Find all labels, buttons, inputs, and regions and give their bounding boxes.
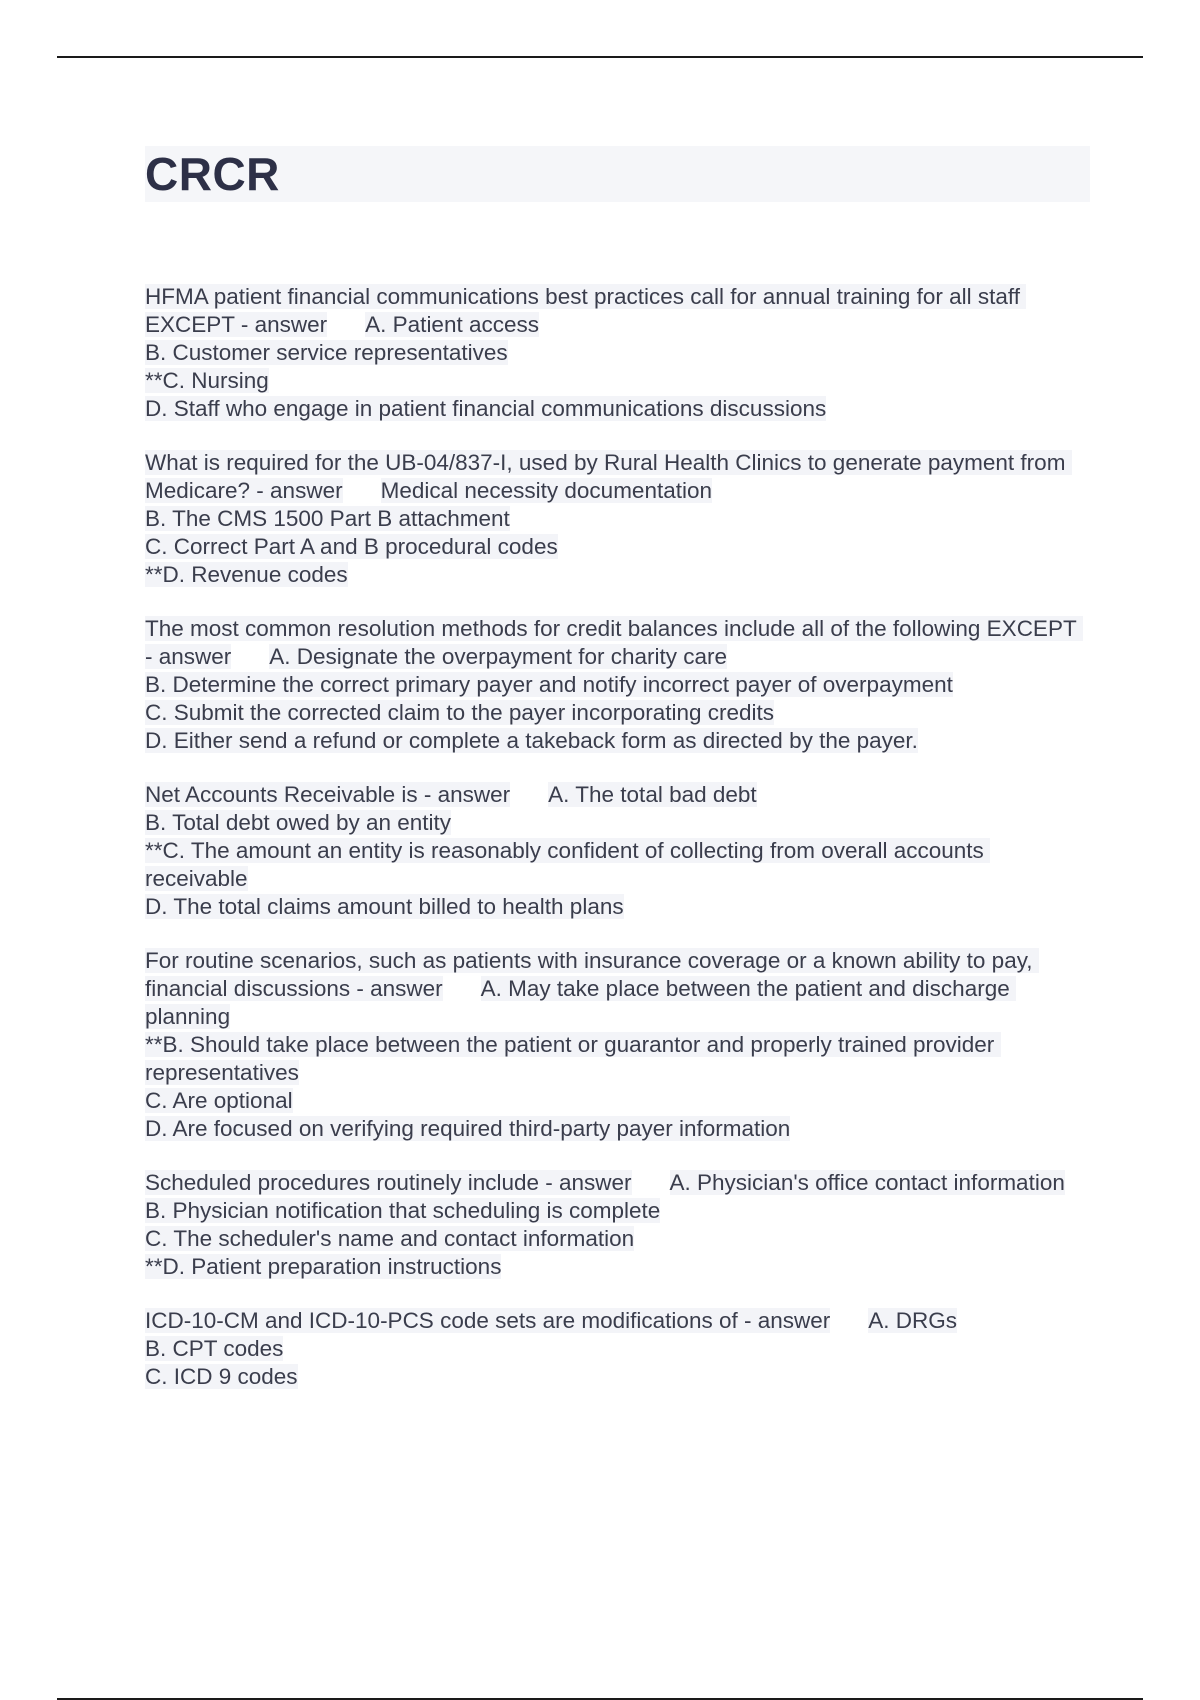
option-line: [145, 727, 1090, 755]
question-stem: HFMA patient financial communications best practices call for annual training for all staff EXCEPT - answer: [145, 284, 1027, 337]
question-block: [145, 1169, 1090, 1281]
first-option: A. Patient access: [365, 312, 539, 337]
option-line: [145, 1253, 1090, 1281]
answer-option: D. Staff who engage in patient financial communications discussions: [145, 396, 827, 421]
option-line: [145, 367, 1090, 395]
option-line: [145, 339, 1090, 367]
answer-option: B. Physician notification that scheduling is complete: [145, 1198, 661, 1223]
question-list: [145, 283, 1090, 1391]
answer-option: C. Correct Part A and B procedural codes: [145, 534, 558, 559]
answer-option: **C. The amount an entity is reasonably confident of collecting from overall accounts receivable: [145, 838, 991, 891]
question-stem-line: [145, 615, 1090, 671]
question-block: [145, 947, 1090, 1143]
answer-option: B. Determine the correct primary payer and notify incorrect payer of overpayment: [145, 672, 953, 697]
first-option: A. Designate the overpayment for charity care: [269, 644, 728, 669]
option-line: [145, 1225, 1090, 1253]
question-stem-line: [145, 781, 1090, 809]
question-stem: Net Accounts Receivable is - answer: [145, 782, 511, 807]
option-line: [145, 1115, 1090, 1143]
question-stem-line: [145, 449, 1090, 505]
question-block: [145, 283, 1090, 423]
option-line: [145, 561, 1090, 589]
first-option: A. The total bad debt: [548, 782, 757, 807]
answer-option: D. Either send a refund or complete a takeback form as directed by the payer.: [145, 728, 918, 753]
question-stem-line: [145, 1307, 1090, 1335]
first-option: A. Physician's office contact information: [669, 1170, 1065, 1195]
answer-option: **D. Patient preparation instructions: [145, 1254, 502, 1279]
answer-option: **C. Nursing: [145, 368, 269, 393]
option-line: [145, 893, 1090, 921]
question-stem: Scheduled procedures routinely include - answer: [145, 1170, 632, 1195]
question-block: [145, 615, 1090, 755]
option-line: [145, 809, 1090, 837]
question-stem-line: [145, 283, 1090, 339]
question-stem: The most common resolution methods for credit balances include all of the following EXCEPT - answer: [145, 616, 1083, 669]
answer-option: B. CPT codes: [145, 1336, 284, 1361]
answer-option: B. Customer service representatives: [145, 340, 508, 365]
answer-option: C. ICD 9 codes: [145, 1364, 298, 1389]
title-block: [145, 146, 1090, 202]
answer-option: D. Are focused on verifying required third-party payer information: [145, 1116, 791, 1141]
answer-option: **B. Should take place between the patient or guarantor and properly trained provider representatives: [145, 1032, 1001, 1085]
question-stem: ICD-10-CM and ICD-10-PCS code sets are modifications of - answer: [145, 1308, 831, 1333]
option-line: [145, 671, 1090, 699]
question-stem: What is required for the UB-04/837-I, used by Rural Health Clinics to generate payment from Medicare? - answer: [145, 450, 1072, 503]
option-line: [145, 395, 1090, 423]
option-line: [145, 1363, 1090, 1391]
option-line: [145, 1197, 1090, 1225]
question-block: [145, 449, 1090, 589]
first-option: Medical necessity documentation: [380, 478, 713, 503]
answer-option: D. The total claims amount billed to health plans: [145, 894, 624, 919]
answer-option: B. Total debt owed by an entity: [145, 810, 452, 835]
answer-option: **D. Revenue codes: [145, 562, 348, 587]
question-stem-line: [145, 1169, 1090, 1197]
answer-option: C. Submit the corrected claim to the payer incorporating credits: [145, 700, 775, 725]
option-line: [145, 533, 1090, 561]
question-stem-line: [145, 947, 1090, 1031]
question-stem: For routine scenarios, such as patients with insurance coverage or a known ability to pay, financial discussions - answer: [145, 948, 1039, 1001]
first-option: A. DRGs: [868, 1308, 958, 1333]
option-line: [145, 1335, 1090, 1363]
option-line: [145, 699, 1090, 727]
option-line: [145, 837, 1090, 893]
answer-option: B. The CMS 1500 Part B attachment: [145, 506, 510, 531]
option-line: [145, 505, 1090, 533]
option-line: [145, 1087, 1090, 1115]
answer-option: C. Are optional: [145, 1088, 293, 1113]
question-block: [145, 1307, 1090, 1391]
option-line: [145, 1031, 1090, 1087]
answer-option: C. The scheduler's name and contact information: [145, 1226, 635, 1251]
first-option: A. May take place between the patient and discharge planning: [145, 976, 1016, 1029]
document-body: [145, 146, 1090, 1417]
question-block: [145, 781, 1090, 921]
document-title: CRCR: [145, 148, 280, 200]
top-rule: [57, 56, 1143, 58]
